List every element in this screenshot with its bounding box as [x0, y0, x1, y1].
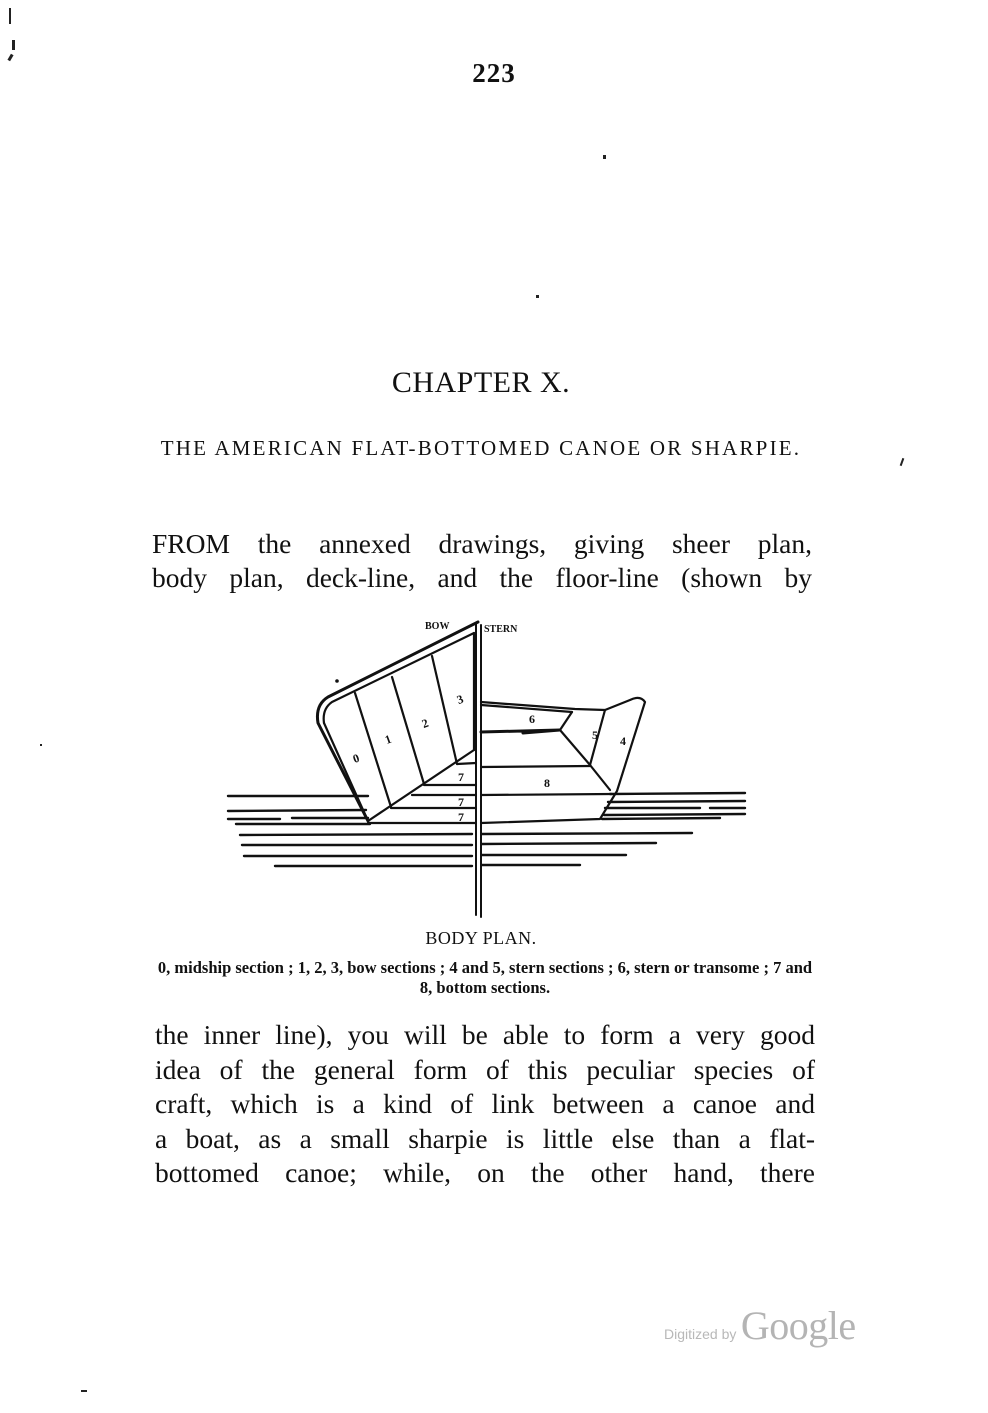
scan-mark: [81, 1390, 87, 1392]
scan-mark: [536, 295, 539, 298]
paragraph-intro: [152, 527, 812, 595]
page-number: 223: [472, 58, 516, 88]
section-label-7c: 7: [458, 810, 464, 824]
chapter-heading: CHAPTER X.: [391, 366, 571, 399]
section-label-7a: 7: [458, 770, 464, 784]
section-label-0: 0: [350, 750, 362, 766]
section-label-6: 6: [529, 712, 535, 726]
body-plan-figure: [220, 605, 760, 925]
scan-mark: [603, 155, 606, 159]
scan-mark: [40, 744, 42, 746]
figure-caption: 0, midship section ; 1, 2, 3, bow sections ; 4 and 5, stern sections ; 6, stern or transome ; 7 and 8, bottom sections.: [157, 958, 813, 997]
watermark-brand: Google: [740, 1303, 856, 1348]
stern-sections: [481, 698, 645, 823]
paragraph-line: a boat, as a small sharpie is little else than a flat-: [155, 1122, 815, 1154]
section-label-4: 4: [620, 734, 626, 748]
section-label-5: 5: [592, 728, 598, 742]
watermark-prefix: Digitized by: [664, 1326, 737, 1342]
paragraph-line: idea of the general form of this peculiar species of: [155, 1053, 815, 1085]
bow-label: BOW: [425, 621, 450, 632]
scan-mark: [12, 40, 15, 50]
digitized-watermark: [664, 1302, 856, 1349]
paragraph-line: craft, which is a kind of link between a canoe and: [155, 1088, 815, 1120]
chapter-subtitle: THE AMERICAN FLAT-BOTTOMED CANOE OR SHARPIE.: [160, 436, 802, 460]
section-label-8: 8: [544, 776, 550, 790]
paragraph-line: the inner line), you will be able to form a very good: [155, 1019, 815, 1050]
paragraph-line: bottomed canoe; while, on the other hand, there: [155, 1157, 815, 1189]
section-label-1: 1: [382, 731, 394, 747]
paragraph-line: body plan, deck-line, and the floor-line (shown by: [152, 562, 812, 593]
figure-title: BODY PLAN.: [425, 928, 537, 948]
section-label-2: 2: [419, 715, 431, 731]
section-label-7b: 7: [458, 795, 464, 809]
bow-sections: [317, 622, 478, 823]
scan-mark: [900, 458, 905, 466]
section-label-3: 3: [454, 691, 466, 707]
stern-label: STERN: [484, 624, 518, 635]
scan-mark: [9, 8, 11, 24]
paragraph-continued: [155, 1018, 815, 1191]
waterlines: [228, 793, 745, 866]
paragraph-line: FROM the annexed drawings, giving sheer plan,: [152, 528, 812, 559]
lead-word: FROM: [152, 528, 230, 559]
